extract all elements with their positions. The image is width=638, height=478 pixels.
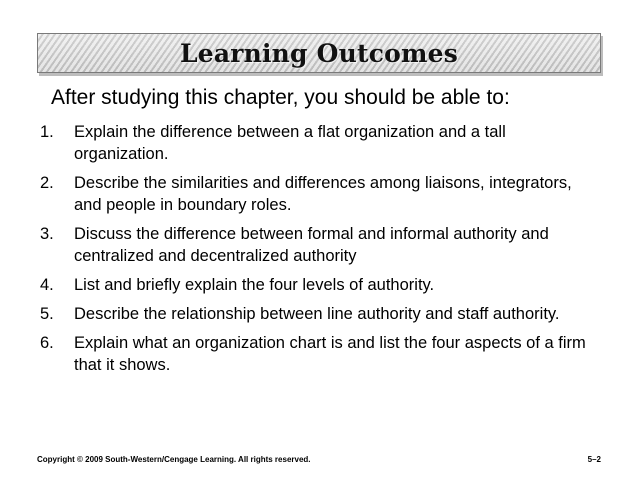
outcome-item xyxy=(40,121,600,165)
outcome-number: 2. xyxy=(40,174,54,192)
outcome-text: Explain the difference between a flat organization and a tall organization. xyxy=(74,123,506,163)
outcome-item xyxy=(40,303,600,325)
outcome-number: 6. xyxy=(40,334,54,352)
title-banner xyxy=(37,33,601,73)
outcomes-list xyxy=(40,121,600,383)
outcome-number: 5. xyxy=(40,305,54,323)
outcome-item xyxy=(40,274,600,296)
outcome-number: 4. xyxy=(40,276,54,294)
outcome-text: Discuss the difference between formal and informal authority and centralized and decentralized authority xyxy=(74,225,549,265)
outcome-item xyxy=(40,223,600,267)
slide-title: Learning Outcomes xyxy=(179,38,459,68)
outcome-number: 1. xyxy=(40,123,54,141)
outcome-text: Describe the similarities and differences among liaisons, integrators, and people in boundary roles. xyxy=(74,174,572,214)
outcome-text: Describe the relationship between line authority and staff authority. xyxy=(74,305,560,323)
outcome-number: 3. xyxy=(40,225,54,243)
slide-number: 5–2 xyxy=(587,455,601,464)
intro-text: After studying this chapter, you should be able to: xyxy=(51,86,510,109)
outcome-text: Explain what an organization chart is and list the four aspects of a firm that it shows. xyxy=(74,334,586,374)
footer-copyright: Copyright © 2009 South-Western/Cengage Learning. All rights reserved. xyxy=(37,455,311,464)
outcome-item xyxy=(40,172,600,216)
outcome-item xyxy=(40,332,600,376)
outcome-text: List and briefly explain the four levels of authority. xyxy=(74,276,435,294)
